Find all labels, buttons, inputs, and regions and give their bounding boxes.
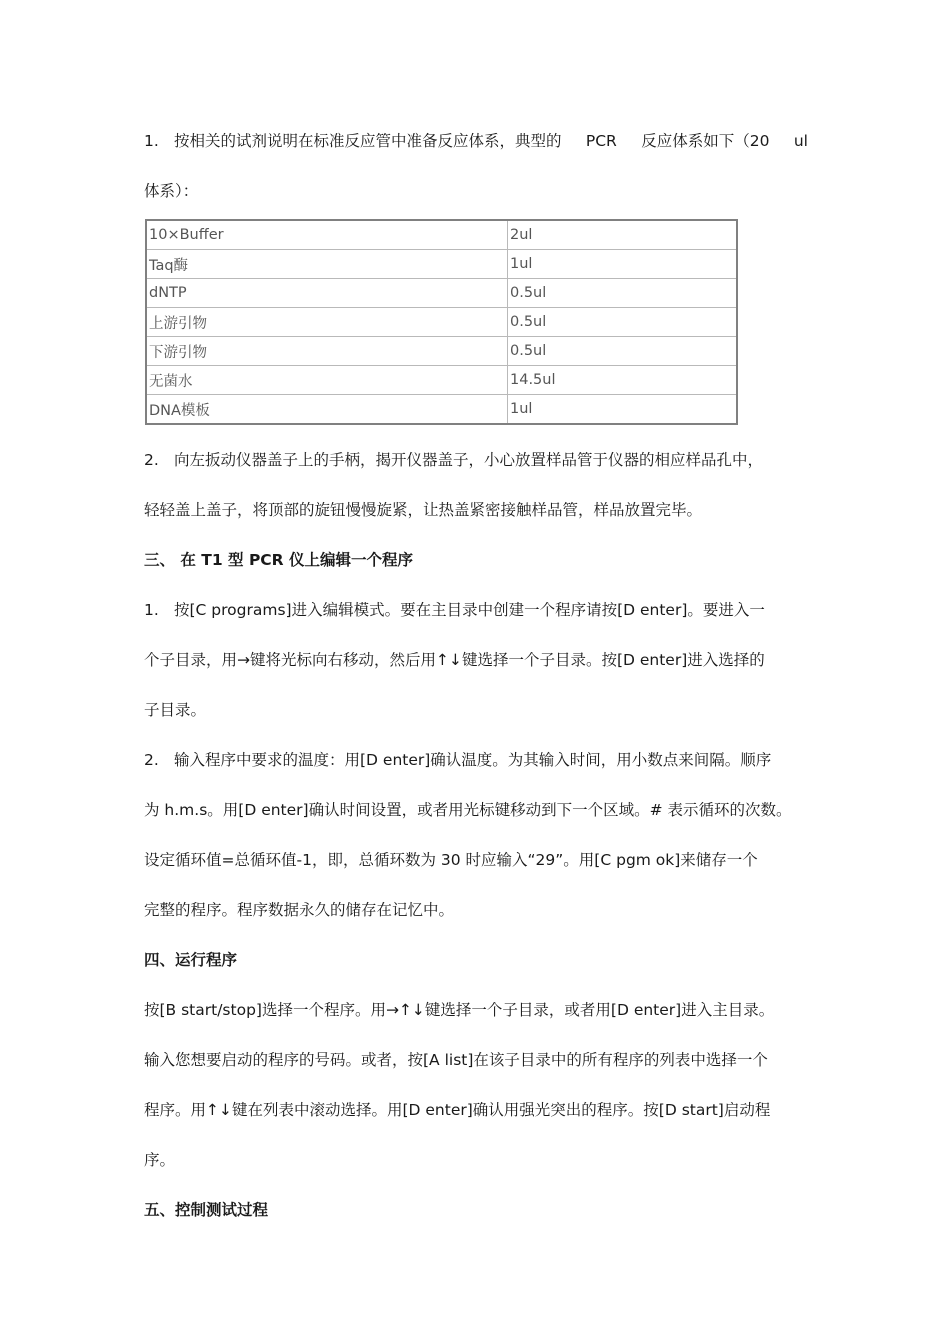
- reagent-amount-cell: 0.5ul: [508, 279, 738, 308]
- step1-text-d: ul: [793, 132, 808, 150]
- section3-p2-text1: 输入程序中要求的温度：用[D enter]确认温度。为其输入时间，用小数点来间隔。顺序: [174, 751, 772, 769]
- section3-p2-line1: [144, 735, 808, 785]
- table-row: [146, 250, 737, 279]
- section3-p1-number: 1.: [144, 601, 159, 619]
- reagent-amount-cell: 2ul: [508, 220, 738, 250]
- reagent-amount-cell: 14.5ul: [508, 366, 738, 395]
- reagent-amount-cell: 0.5ul: [508, 308, 738, 337]
- section3-p2-line4: 完整的程序。程序数据永久的储存在记忆中。: [144, 901, 455, 919]
- section4-line3: 程序。用↑↓键在列表中滚动选择。用[D enter]确认用强光突出的程序。按[D start]启动程: [144, 1101, 771, 1119]
- section3-p1-line3: 子目录。: [144, 701, 207, 719]
- reagent-name-cell: Taq酶: [146, 250, 508, 279]
- reagent-name-cell: 无菌水: [146, 366, 508, 395]
- section4-line1: 按[B start/stop]选择一个程序。用→↑↓键选择一个子目录，或者用[D enter]进入主目录。: [144, 1001, 775, 1019]
- reagent-table-body: [146, 220, 737, 424]
- step1-text-b: PCR: [585, 132, 617, 150]
- document-body: [144, 116, 808, 1235]
- table-row: [146, 366, 737, 395]
- section4-line4: 序。: [144, 1151, 176, 1169]
- reagent-amount-cell: 0.5ul: [508, 337, 738, 366]
- step1-number: 1.: [144, 132, 159, 150]
- section3-p2-line3: 设定循环值=总循环值-1，即，总循环数为 30 时应输入“29”。用[C pgm ok]来储存一个: [144, 851, 758, 869]
- table-row: [146, 220, 737, 250]
- table-row: [146, 308, 737, 337]
- section4-line2: 输入您想要启动的程序的号码。或者，按[A list]在该子目录中的所有程序的列表中选择一个: [144, 1051, 768, 1069]
- section3-p1-line1: [144, 585, 808, 635]
- section3-heading: 三、 在 T1 型 PCR 仪上编辑一个程序: [144, 551, 414, 569]
- table-row: [146, 337, 737, 366]
- section3-p2-number: 2.: [144, 751, 159, 769]
- step1-text-a: 按相关的试剂说明在标准反应管中准备反应体系，典型的: [174, 132, 562, 150]
- step1-number-and-text: [144, 116, 562, 166]
- step2-line1: [144, 435, 808, 485]
- reagent-name-cell: 10×Buffer: [146, 220, 508, 250]
- reagent-name-cell: dNTP: [146, 279, 508, 308]
- section5-heading: 五、控制测试过程: [144, 1201, 269, 1219]
- table-row: [146, 395, 737, 425]
- reagent-amount-cell: 1ul: [508, 395, 738, 425]
- section3-p1-text1: 按[C programs]进入编辑模式。要在主目录中创建一个程序请按[D enter]。要进入一: [174, 601, 765, 619]
- table-row: [146, 279, 737, 308]
- reagent-table: [145, 219, 738, 425]
- step2-number: 2.: [144, 451, 159, 469]
- section3-p2-line2: 为 h.m.s。用[D enter]确认时间设置，或者用光标键移动到下一个区域。# 表示循环的次数。: [144, 801, 792, 819]
- step2-text1: 向左扳动仪器盖子上的手柄，揭开仪器盖子，小心放置样品管于仪器的相应样品孔中，: [174, 451, 764, 469]
- step1-line2: 体系）：: [144, 182, 199, 200]
- reagent-name-cell: DNA模板: [146, 395, 508, 425]
- section4-heading: 四、运行程序: [144, 951, 238, 969]
- step1-line1: [144, 116, 808, 166]
- reagent-amount-cell: 1ul: [508, 250, 738, 279]
- step2-line2: 轻轻盖上盖子，将顶部的旋钮慢慢旋紧，让热盖紧密接触样品管，样品放置完毕。: [144, 501, 703, 519]
- reagent-name-cell: 下游引物: [146, 337, 508, 366]
- section3-p1-line2: 个子目录，用→键将光标向右移动，然后用↑↓键选择一个子目录。按[D enter]进入选择的: [144, 651, 765, 669]
- reagent-name-cell: 上游引物: [146, 308, 508, 337]
- step1-text-c: 反应体系如下（20: [641, 132, 770, 150]
